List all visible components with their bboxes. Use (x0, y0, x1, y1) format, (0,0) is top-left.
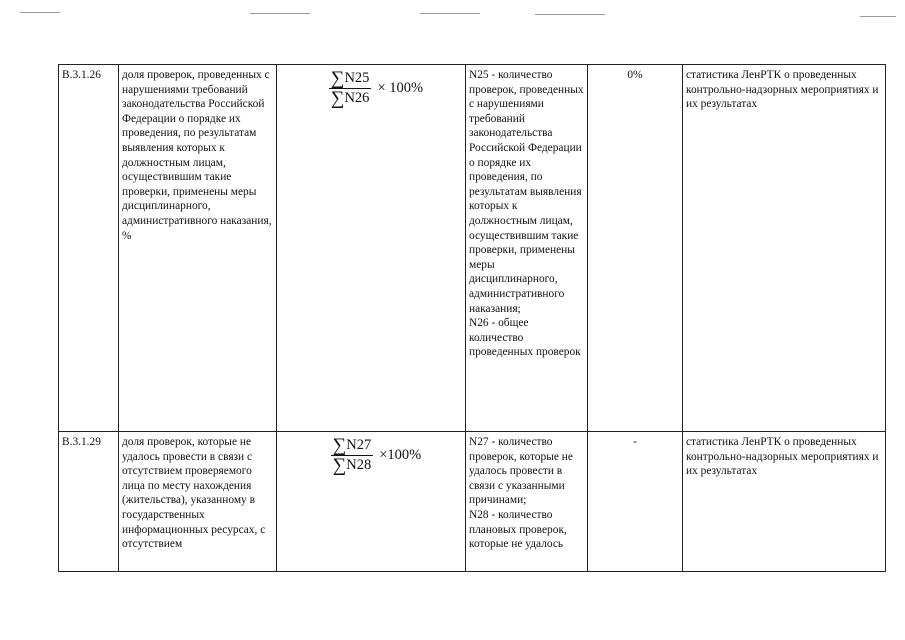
denominator-variable: N26 (344, 89, 370, 106)
scan-artifact-line (535, 14, 605, 15)
formula-denominator (331, 457, 374, 474)
denominator-variable: N28 (346, 456, 372, 473)
variable-definition: N25 - количество проверок, проведенных с нарушениями требований законодательства Российской Федерации о порядке их проведения, по результатам выявления которых к должностным лицам, осуществившим такие проверки, применены меры дисциплинарного, административного наказания; (469, 69, 584, 315)
formula-numerator (331, 437, 374, 454)
variable-definition: N26 - общее количество проведенных проверок (469, 317, 581, 359)
indicator-value: - (588, 432, 683, 572)
indicator-name: доля проверок, которые не удалось провести в связи с отсутствием проверяемого лица по месту нахождения (жительства), указанному в государственных информационных ресурсах, с отсутствием (119, 432, 277, 572)
formula-expression (290, 70, 462, 107)
variable-definition: N28 - количество плановых проверок, которые не удалось (469, 508, 567, 551)
formula-multiplier: ×100% (379, 447, 422, 464)
table-row (59, 65, 886, 432)
indicator-formula (277, 65, 466, 432)
indicator-code: В.3.1.26 (59, 65, 119, 432)
variables-description (466, 65, 588, 432)
formula-numerator (329, 70, 372, 87)
numerator-variable: N25 (344, 69, 370, 86)
formula-fraction (331, 437, 374, 474)
data-source: статистика ЛенРТК о проведенных контрольно-надзорных мероприятиях и их результатах (683, 432, 886, 572)
formula-multiplier: × 100% (377, 80, 424, 97)
numerator-variable: N27 (346, 436, 372, 453)
indicator-value: 0% (588, 65, 683, 432)
scan-artifact-line (420, 13, 480, 14)
indicator-name: доля проверок, проведенных с нарушениями требований законодательства Российской Федерации о порядке их проведения, по результатам выявления которых к должностным лицам, осуществившим такие проверки, применены меры дисциплинарного, административного наказания, % (119, 65, 277, 432)
data-source: статистика ЛенРТК о проведенных контрольно-надзорных мероприятиях и их результатах (683, 65, 886, 432)
scan-artifact-line (860, 16, 896, 17)
sum-symbol: ∑ (332, 455, 347, 476)
indicator-formula (277, 432, 466, 572)
sum-symbol: ∑ (330, 68, 345, 89)
indicators-table (58, 64, 886, 572)
variable-definition: N27 - количество проверок, которые не удалось провести в связи с указанными причинами; (469, 436, 573, 507)
sum-symbol: ∑ (330, 88, 345, 109)
table-row (59, 432, 886, 572)
formula-expression (290, 437, 462, 474)
indicator-code: В.3.1.29 (59, 432, 119, 572)
formula-fraction (329, 70, 372, 107)
sum-symbol: ∑ (332, 435, 347, 456)
formula-denominator (329, 90, 372, 107)
variables-description (466, 432, 588, 572)
scan-artifact-line (20, 12, 60, 13)
scan-artifact-line (250, 13, 310, 14)
